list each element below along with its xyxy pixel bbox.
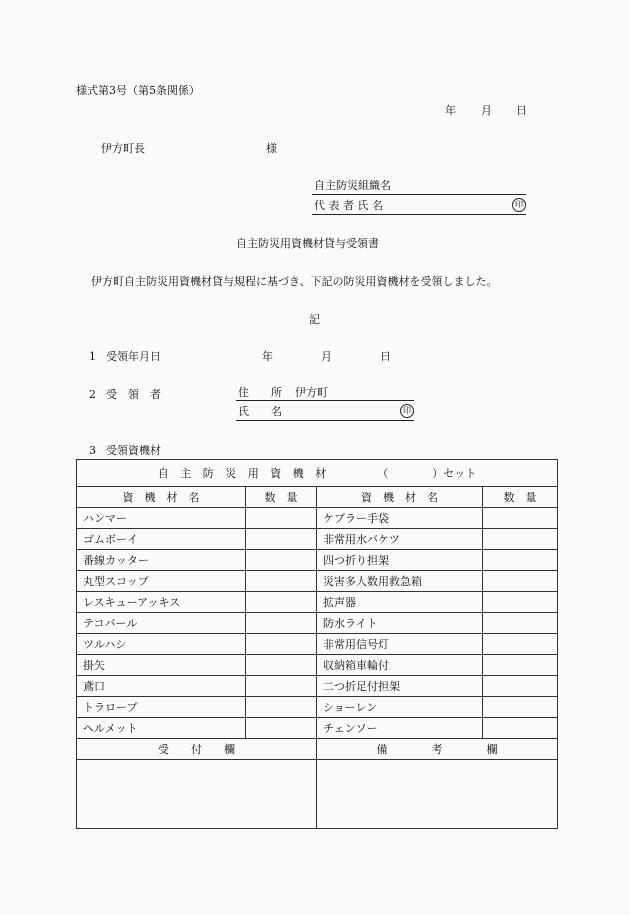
table-row: [77, 613, 558, 634]
equipment-name-right: 非常用信号灯: [317, 634, 483, 655]
representative-underline: [312, 214, 526, 215]
ki-label: 記: [309, 313, 320, 326]
equipment-name-right: 四つ折り担架: [317, 550, 483, 571]
equipment-name-left: 番線カッター: [77, 550, 246, 571]
remarks-label: 備 考 欄: [317, 739, 558, 760]
table-title-row: [77, 460, 558, 487]
table-row: [77, 634, 558, 655]
quantity-left[interactable]: [246, 634, 317, 655]
quantity-left[interactable]: [246, 592, 317, 613]
body-text: 伊方町自主防災用資機材貸与規程に基づき、下記の防災用資機材を受領しました。: [91, 275, 498, 288]
equipment-name-left: ゴムボーイ: [77, 529, 246, 550]
header-quantity-right: 数 量: [483, 487, 558, 508]
quantity-left[interactable]: [246, 697, 317, 718]
quantity-left[interactable]: [246, 655, 317, 676]
reception-field[interactable]: [77, 760, 317, 829]
equipment-name-left: 丸型スコップ: [77, 571, 246, 592]
name-label: 氏 名: [238, 405, 282, 418]
header-quantity-left: 数 量: [246, 487, 317, 508]
table-title-cell: [77, 460, 558, 487]
quantity-right[interactable]: [483, 529, 558, 550]
table-row: [77, 676, 558, 697]
table-title: 自 主 防 災 用 資 機 材: [157, 466, 331, 480]
item3-number: 3: [89, 444, 96, 457]
address-underline: [236, 400, 414, 401]
quantity-left[interactable]: [246, 676, 317, 697]
item3-label: 受領資機材: [106, 444, 161, 457]
quantity-right[interactable]: [483, 634, 558, 655]
quantity-right[interactable]: [483, 592, 558, 613]
org-name-label: 自主防災組織名: [314, 179, 391, 192]
equipment-table: [76, 459, 558, 829]
quantity-right[interactable]: [483, 571, 558, 592]
representative-label: 代 表 者 氏 名: [314, 199, 383, 212]
reception-label: 受 付 欄: [77, 739, 317, 760]
address-value: 伊方町: [295, 386, 328, 399]
quantity-right[interactable]: [483, 613, 558, 634]
quantity-right[interactable]: [483, 508, 558, 529]
date-year-label: 年: [445, 104, 456, 117]
item1-day: 日: [380, 350, 391, 363]
item1-label: 受領年月日: [106, 350, 161, 363]
quantity-left[interactable]: [246, 550, 317, 571]
form-number: 様式第3号（第5条関係）: [76, 84, 200, 97]
table-row: [77, 592, 558, 613]
name-underline: [236, 420, 414, 421]
equipment-name-right: 災害多人数用救急箱: [317, 571, 483, 592]
quantity-left[interactable]: [246, 571, 317, 592]
equipment-name-right: ショーレン: [317, 697, 483, 718]
set-count-text: （ ）セット: [377, 466, 477, 480]
header-equipment-name-left: 資 機 材 名: [77, 487, 246, 508]
quantity-right[interactable]: [483, 697, 558, 718]
equipment-name-right: 収納箱車輪付: [317, 655, 483, 676]
equipment-name-left: 鳶口: [77, 676, 246, 697]
equipment-name-right: 二つ折足付担架: [317, 676, 483, 697]
equipment-name-left: レスキューアッキス: [77, 592, 246, 613]
item2-number: 2: [89, 388, 96, 401]
header-equipment-name-right: 資 機 材 名: [317, 487, 483, 508]
table-header-row: [77, 487, 558, 508]
equipment-name-right: チェンソー: [317, 718, 483, 739]
item1-month: 月: [321, 350, 332, 363]
quantity-right[interactable]: [483, 718, 558, 739]
honorific: 様: [266, 142, 277, 155]
equipment-name-left: ヘルメット: [77, 718, 246, 739]
table-row: [77, 571, 558, 592]
table-row: [77, 529, 558, 550]
table-row: [77, 655, 558, 676]
table-row: [77, 718, 558, 739]
seal-mark: 印: [512, 198, 526, 212]
table-row: [77, 550, 558, 571]
equipment-name-right: 防水ライト: [317, 613, 483, 634]
equipment-name-left: トラロープ: [77, 697, 246, 718]
footer-header-row: [77, 739, 558, 760]
equipment-name-left: 掛矢: [77, 655, 246, 676]
equipment-name-right: 拡声器: [317, 592, 483, 613]
remarks-field[interactable]: [317, 760, 558, 829]
equipment-name-left: ツルハシ: [77, 634, 246, 655]
item1-year: 年: [262, 350, 273, 363]
equipment-name-left: テコバール: [77, 613, 246, 634]
quantity-left[interactable]: [246, 613, 317, 634]
document-title: 自主防災用資機材貸与受領書: [236, 237, 379, 250]
quantity-right[interactable]: [483, 550, 558, 571]
table-row: [77, 697, 558, 718]
quantity-right[interactable]: [483, 655, 558, 676]
table-row: [77, 508, 558, 529]
item1-number: 1: [89, 350, 96, 363]
item2-label: 受 領 者: [106, 388, 161, 401]
quantity-left[interactable]: [246, 529, 317, 550]
quantity-left[interactable]: [246, 718, 317, 739]
quantity-right[interactable]: [483, 676, 558, 697]
seal-mark: 印: [400, 404, 414, 418]
equipment-name-right: ケブラー手袋: [317, 508, 483, 529]
quantity-left[interactable]: [246, 508, 317, 529]
addressee: 伊方町長: [101, 142, 145, 155]
equipment-name-right: 非常用水バケツ: [317, 529, 483, 550]
address-label: 住 所: [238, 386, 282, 399]
footer-body-row: [77, 760, 558, 829]
date-day-label: 日: [516, 104, 527, 117]
date-month-label: 月: [481, 104, 492, 117]
equipment-name-left: ハンマー: [77, 508, 246, 529]
org-name-underline: [312, 194, 526, 195]
